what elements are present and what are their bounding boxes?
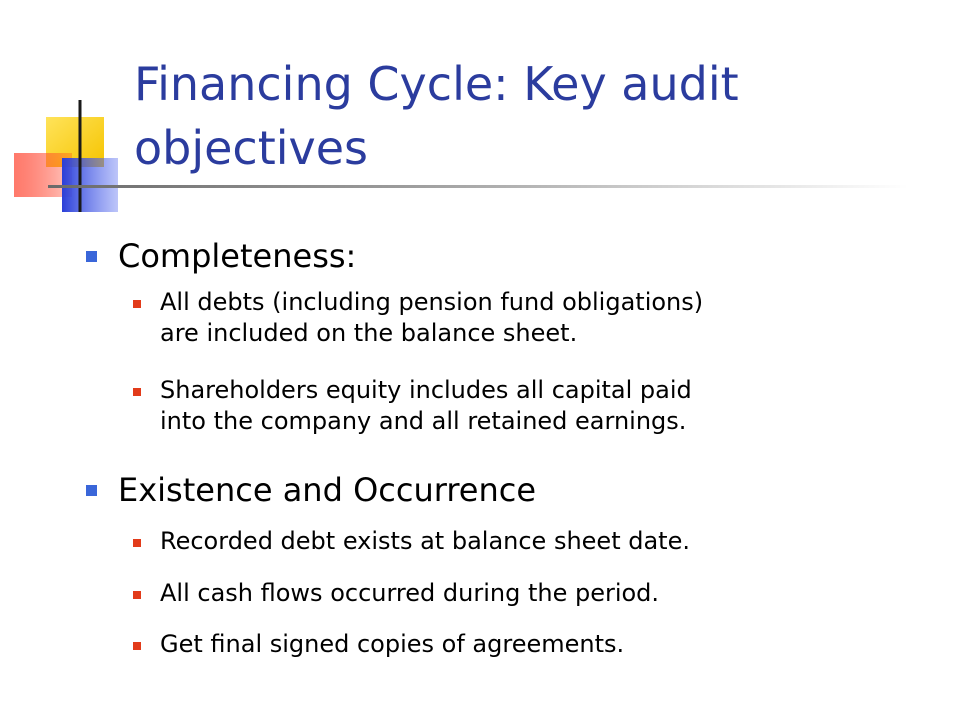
level2-bullet xyxy=(133,388,141,396)
section-heading-completeness: Completeness: xyxy=(118,237,357,275)
slide-title-line2: objectives xyxy=(134,121,369,175)
slide-title-line1: Financing Cycle: Key audit xyxy=(134,57,739,111)
list-item xyxy=(160,287,900,349)
level2-bullet xyxy=(133,300,141,308)
level1-bullet xyxy=(86,251,97,262)
list-item-line: Shareholders equity includes all capital paid xyxy=(160,376,692,404)
level1-bullet xyxy=(86,485,97,496)
list-item: All cash flows occurred during the period. xyxy=(160,579,660,607)
list-item xyxy=(160,375,900,437)
level2-bullet xyxy=(133,642,141,650)
list-item-line: All debts (including pension fund obligations) xyxy=(160,288,704,316)
list-item-line: are included on the balance sheet. xyxy=(160,319,578,347)
list-item: Recorded debt exists at balance sheet date. xyxy=(160,527,690,555)
section-heading-existence: Existence and Occurrence xyxy=(118,471,537,509)
list-item-line: into the company and all retained earnings. xyxy=(160,407,687,435)
list-item: Get final signed copies of agreements. xyxy=(160,630,625,658)
level2-bullet xyxy=(133,591,141,599)
level2-bullet xyxy=(133,539,141,547)
